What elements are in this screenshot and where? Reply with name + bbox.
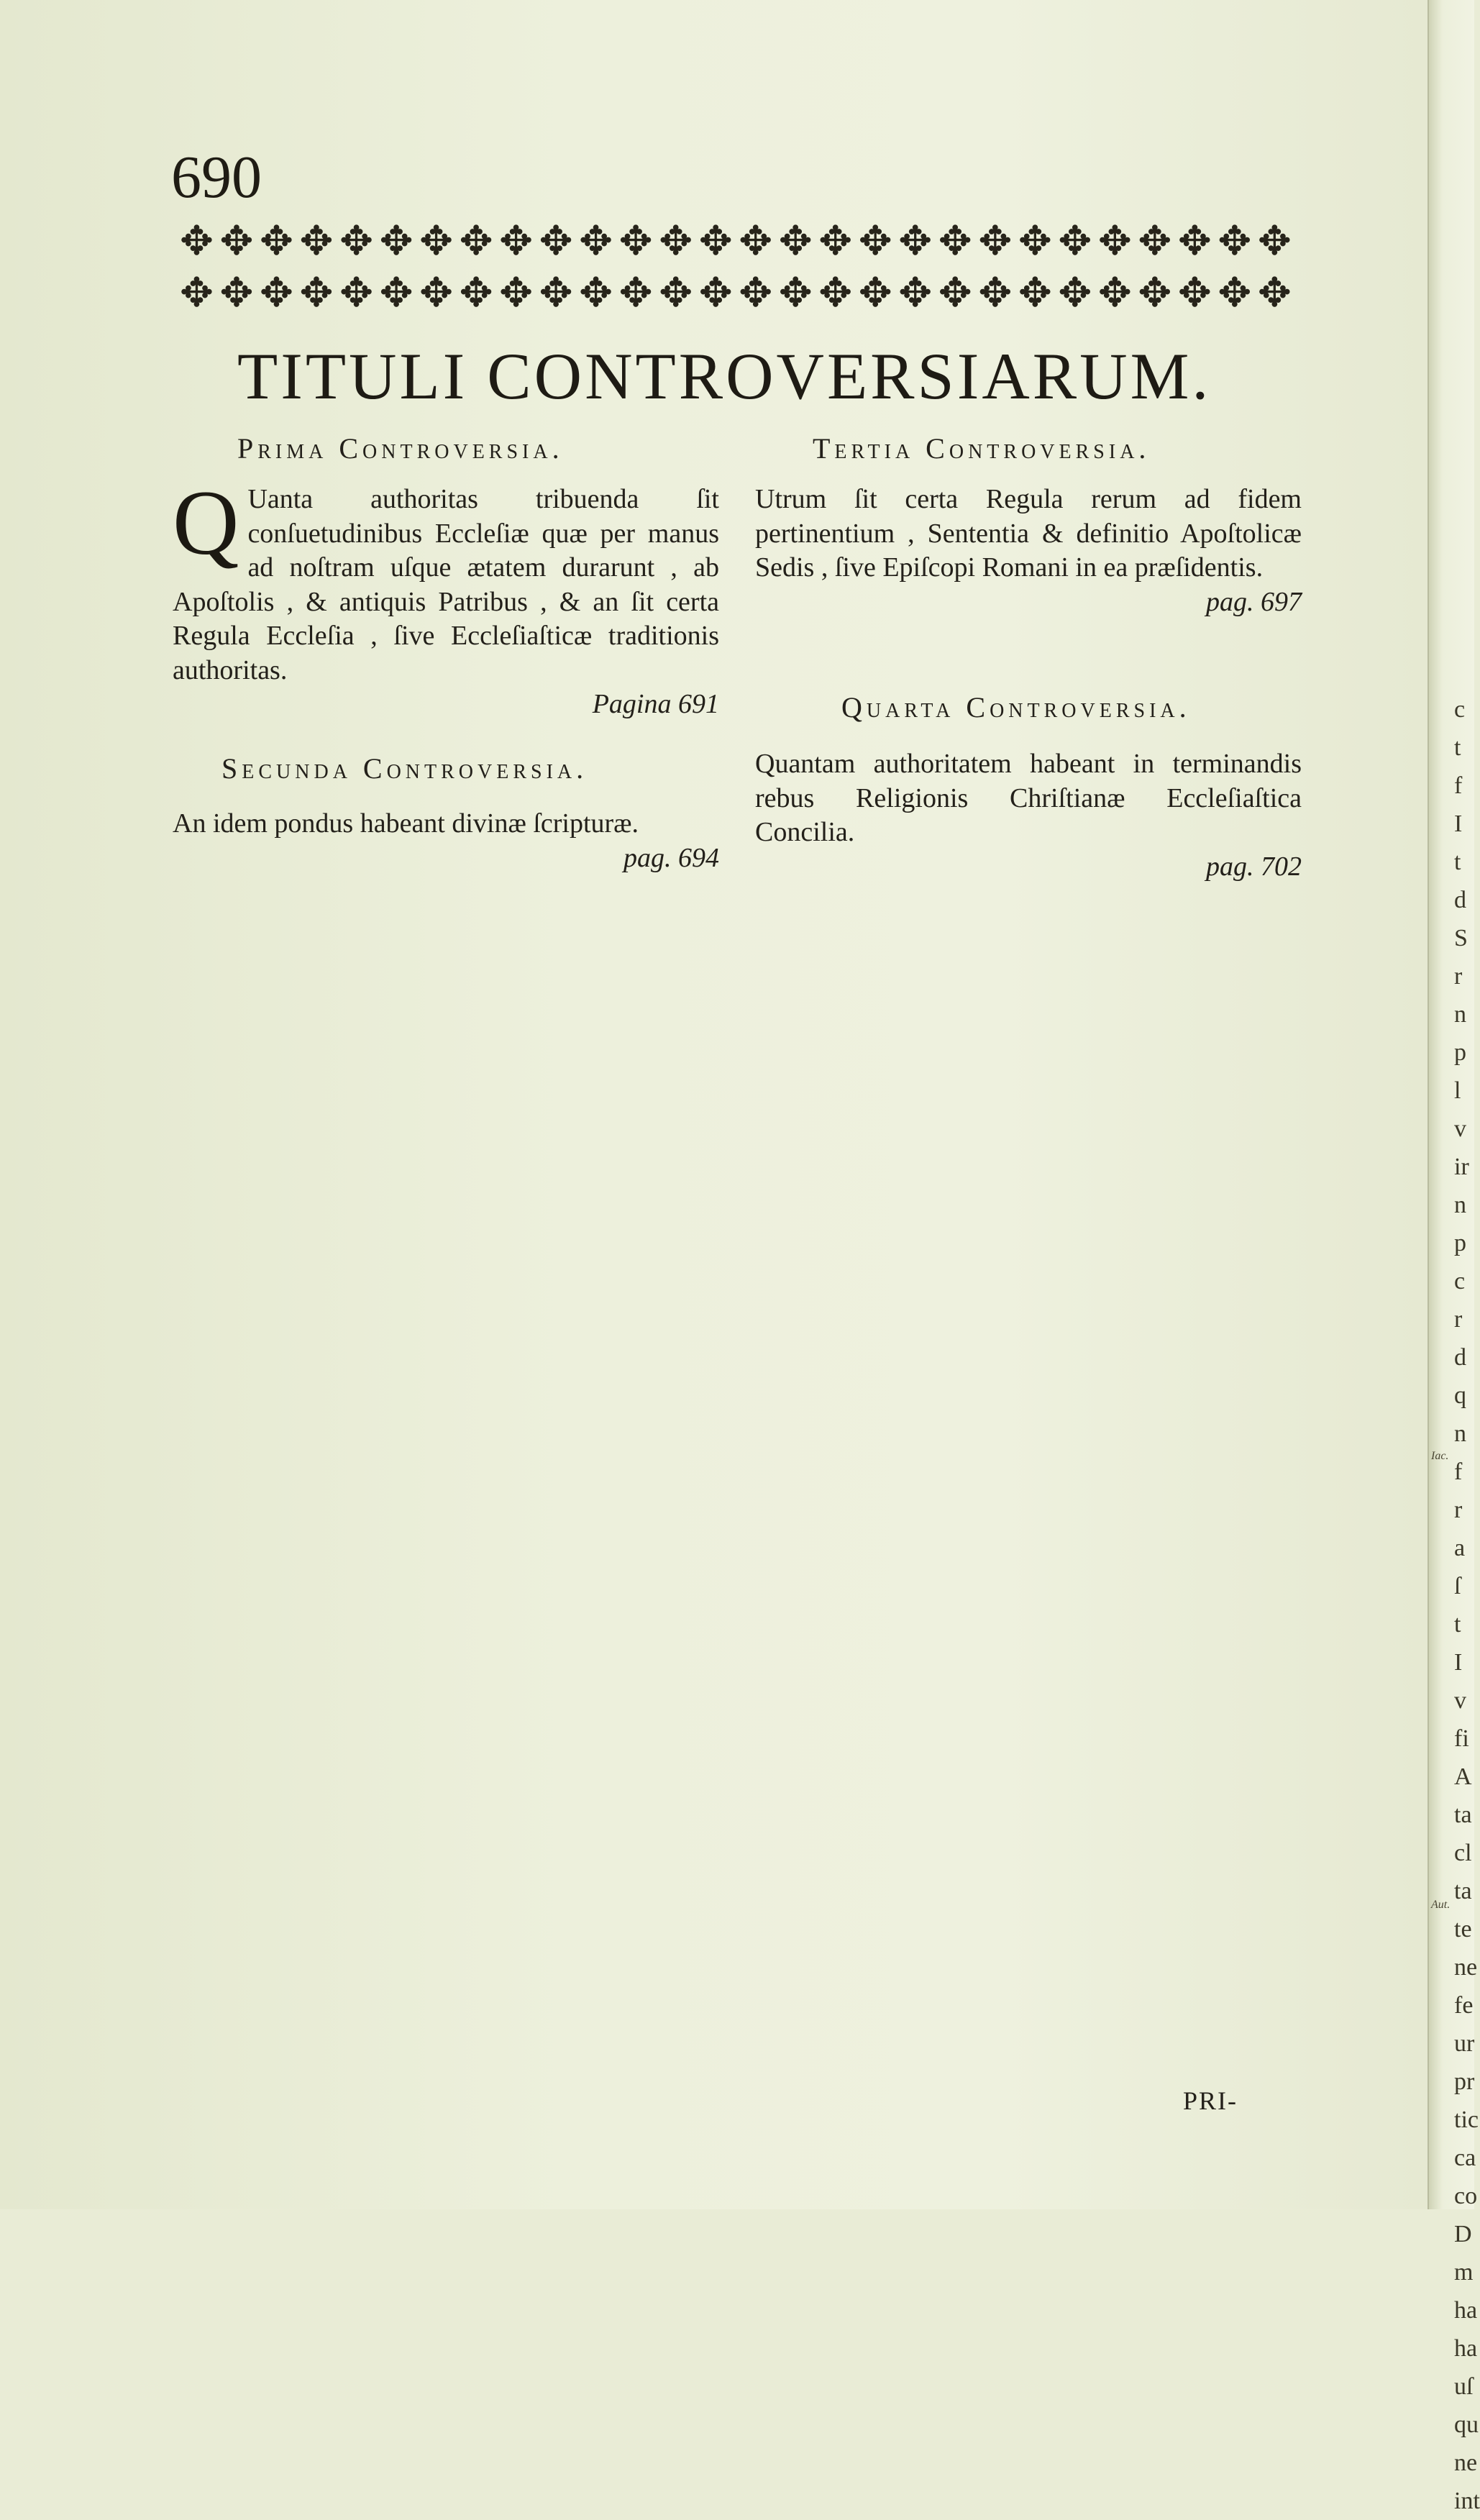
- controversy-3: [755, 432, 1302, 619]
- fleuron-icon: ✥: [339, 271, 373, 316]
- fleuron-icon: ✥: [379, 271, 414, 316]
- controversy-body: Quantam authoritatem habeant in terminandis rebus Religionis Chriſtianæ Eccleſiaſtica Concilia.: [755, 749, 1302, 847]
- fleuron-icon: ✥: [858, 219, 892, 264]
- fleuron-icon: ✥: [379, 219, 414, 264]
- fleuron-icon: ✥: [299, 219, 334, 264]
- facing-page-letter: n: [1454, 1420, 1466, 1447]
- fleuron-icon: ✥: [1018, 271, 1052, 316]
- fleuron-icon: ✥: [618, 271, 653, 316]
- facing-page-letter: ta: [1454, 1878, 1472, 1904]
- facing-page-letter: cl: [1454, 1840, 1472, 1866]
- facing-page-note: Iac.: [1431, 1450, 1449, 1462]
- controversy-text: [755, 483, 1302, 619]
- fleuron-icon: ✥: [1177, 219, 1212, 264]
- facing-page-letter: t: [1454, 734, 1461, 761]
- fleuron-icon: ✥: [1257, 219, 1292, 264]
- fleuron-icon: ✥: [1058, 219, 1092, 264]
- controversy-text: [173, 807, 719, 875]
- fleuron-icon: ✥: [898, 271, 933, 316]
- fleuron-icon: ✥: [260, 271, 293, 316]
- fleuron-icon: ✥: [618, 219, 653, 264]
- ornament-row: [180, 216, 1291, 268]
- fleuron-icon: ✥: [459, 271, 493, 316]
- fleuron-icon: ✥: [659, 219, 693, 264]
- facing-page-letter: n: [1454, 1192, 1466, 1218]
- fleuron-icon: ✥: [1018, 219, 1052, 264]
- fleuron-icon: ✥: [1138, 219, 1172, 264]
- facing-page-letter: S: [1454, 925, 1468, 951]
- facing-page-letter: r: [1454, 963, 1463, 990]
- facing-page-letter: D: [1454, 2221, 1472, 2247]
- fleuron-icon: ✥: [180, 271, 214, 316]
- facing-page-letter: ir: [1454, 1154, 1469, 1180]
- fleuron-icon: ✥: [1218, 219, 1252, 264]
- controversy-body: Utrum ſit certa Regula rerum ad fidem pertinentium , Sententia & definitio Apoſtolicæ Sedis , ſive Epiſcopi Romani in ea præſidentis.: [755, 484, 1302, 583]
- fleuron-icon: ✥: [260, 219, 293, 264]
- fleuron-icon: ✥: [219, 271, 254, 316]
- page-reference: pag. 702: [1206, 851, 1302, 882]
- facing-page-letter: ha: [1454, 2297, 1478, 2324]
- facing-page-letter: v: [1454, 1687, 1466, 1714]
- facing-page-letter: t: [1454, 1611, 1461, 1638]
- controversy-4: [755, 690, 1302, 884]
- fleuron-icon: ✥: [898, 219, 933, 264]
- fleuron-icon: ✥: [698, 271, 733, 316]
- fleuron-icon: ✥: [419, 271, 454, 316]
- fleuron-icon: ✥: [818, 271, 853, 316]
- facing-page-letter: ne: [1454, 2450, 1478, 2476]
- fleuron-icon: ✥: [698, 219, 733, 264]
- drop-capital: Q: [173, 472, 239, 574]
- facing-page-letter: f: [1454, 772, 1463, 799]
- facing-page-letter: v: [1454, 1115, 1466, 1142]
- facing-page-letter: te: [1454, 1916, 1472, 1942]
- facing-page-letter: I: [1454, 1649, 1463, 1676]
- ornament-band: [180, 216, 1291, 324]
- fleuron-icon: ✥: [1097, 271, 1132, 316]
- fleuron-icon: ✥: [219, 219, 254, 264]
- fleuron-icon: ✥: [459, 219, 493, 264]
- fleuron-icon: ✥: [1097, 219, 1132, 264]
- facing-page-letter: l: [1454, 1077, 1461, 1104]
- facing-page-letter: d: [1454, 1344, 1466, 1371]
- facing-page-letter: int: [1454, 2488, 1480, 2514]
- controversy-text: [755, 747, 1302, 884]
- facing-page-letter: q: [1454, 1382, 1466, 1409]
- controversy-heading: Secunda Controversia.: [221, 752, 588, 785]
- fleuron-icon: ✥: [499, 271, 534, 316]
- page-reference: pag. 694: [623, 842, 719, 873]
- fleuron-icon: ✥: [539, 219, 573, 264]
- facing-page-note: Aut.: [1431, 1899, 1451, 1911]
- facing-page-letter: co: [1454, 2183, 1478, 2209]
- fleuron-icon: ✥: [1058, 271, 1092, 316]
- fleuron-icon: ✥: [1257, 271, 1292, 316]
- fleuron-icon: ✥: [739, 271, 773, 316]
- facing-page-letter: qu: [1454, 2411, 1479, 2438]
- fleuron-icon: ✥: [1138, 271, 1172, 316]
- facing-page-letter: c: [1454, 1268, 1466, 1295]
- controversy-heading: Prima Controversia.: [237, 432, 564, 465]
- facing-page-letter: d: [1454, 887, 1466, 913]
- facing-page-letter: n: [1454, 1001, 1466, 1028]
- fleuron-icon: ✥: [1218, 271, 1252, 316]
- facing-page-letter: tic: [1454, 2106, 1479, 2133]
- facing-page-letter: r: [1454, 1306, 1463, 1333]
- controversy-text: [173, 472, 719, 722]
- fleuron-icon: ✥: [579, 271, 613, 316]
- fleuron-icon: ✥: [938, 219, 972, 264]
- fleuron-icon: ✥: [419, 219, 454, 264]
- facing-page-letter: t: [1454, 849, 1461, 875]
- fleuron-icon: ✥: [739, 219, 773, 264]
- facing-page-letter: ta: [1454, 1802, 1472, 1828]
- facing-page-letter: f: [1454, 1458, 1463, 1485]
- facing-page-letter: ſ: [1454, 1573, 1461, 1599]
- fleuron-icon: ✥: [978, 271, 1013, 316]
- ornament-row: [180, 268, 1291, 319]
- facing-page-letter: fi: [1454, 1725, 1469, 1752]
- fleuron-icon: ✥: [938, 271, 972, 316]
- facing-page-letter: I: [1454, 811, 1463, 837]
- facing-page-letter: ne: [1454, 1954, 1478, 1981]
- facing-page-letter: ca: [1454, 2145, 1476, 2171]
- fleuron-icon: ✥: [978, 219, 1013, 264]
- fleuron-icon: ✥: [299, 271, 334, 316]
- page-title: TITULI CONTROVERSIARUM.: [237, 339, 1212, 413]
- facing-page-letter: ha: [1454, 2335, 1478, 2362]
- facing-page-letter: c: [1454, 696, 1466, 723]
- controversy-body: Uanta authoritas tribuenda ſit conſuetudinibus Eccleſiæ quæ per manus ad noſtram uſque ætatem durarunt , ab Apoſtolis , & antiquis Patribus , & an ſit certa Regula Eccleſia , ſive Eccleſiaſticæ traditionis authoritas.: [173, 484, 719, 685]
- facing-page-letter: p: [1454, 1039, 1466, 1066]
- fleuron-icon: ✥: [858, 271, 892, 316]
- facing-page-letter: a: [1454, 1535, 1466, 1561]
- page-reference: Pagina 691: [592, 689, 719, 719]
- fleuron-icon: ✥: [579, 219, 613, 264]
- fleuron-icon: ✥: [1177, 271, 1212, 316]
- facing-page-letter: m: [1454, 2259, 1474, 2286]
- controversy-2: [173, 752, 719, 875]
- fleuron-icon: ✥: [339, 219, 373, 264]
- fleuron-icon: ✥: [539, 271, 573, 316]
- fleuron-icon: ✥: [818, 219, 853, 264]
- fleuron-icon: ✥: [499, 219, 534, 264]
- controversy-heading: Tertia Controversia.: [813, 432, 1151, 465]
- facing-page-letter: A: [1454, 1763, 1472, 1790]
- facing-page-letter: uſ: [1454, 2373, 1474, 2400]
- fleuron-icon: ✥: [778, 271, 813, 316]
- facing-page-letter: p: [1454, 1230, 1466, 1256]
- page-reference: pag. 697: [1206, 586, 1302, 617]
- fleuron-icon: ✥: [659, 271, 693, 316]
- facing-page-letter: fe: [1454, 1992, 1474, 2019]
- page-number: 690: [171, 144, 262, 211]
- facing-page-letter: ur: [1454, 2030, 1475, 2057]
- fleuron-icon: ✥: [180, 219, 214, 264]
- facing-page-letters: [1454, 690, 1480, 2520]
- facing-page-letter: r: [1454, 1497, 1463, 1523]
- controversy-heading: Quarta Controversia.: [841, 691, 1191, 723]
- catchword: PRI-: [1183, 2086, 1238, 2115]
- controversy-1: [173, 432, 719, 722]
- fleuron-icon: ✥: [778, 219, 813, 264]
- controversy-body: An idem pondus habeant divinæ ſcripturæ.: [173, 808, 639, 839]
- facing-page-letter: pr: [1454, 2068, 1475, 2095]
